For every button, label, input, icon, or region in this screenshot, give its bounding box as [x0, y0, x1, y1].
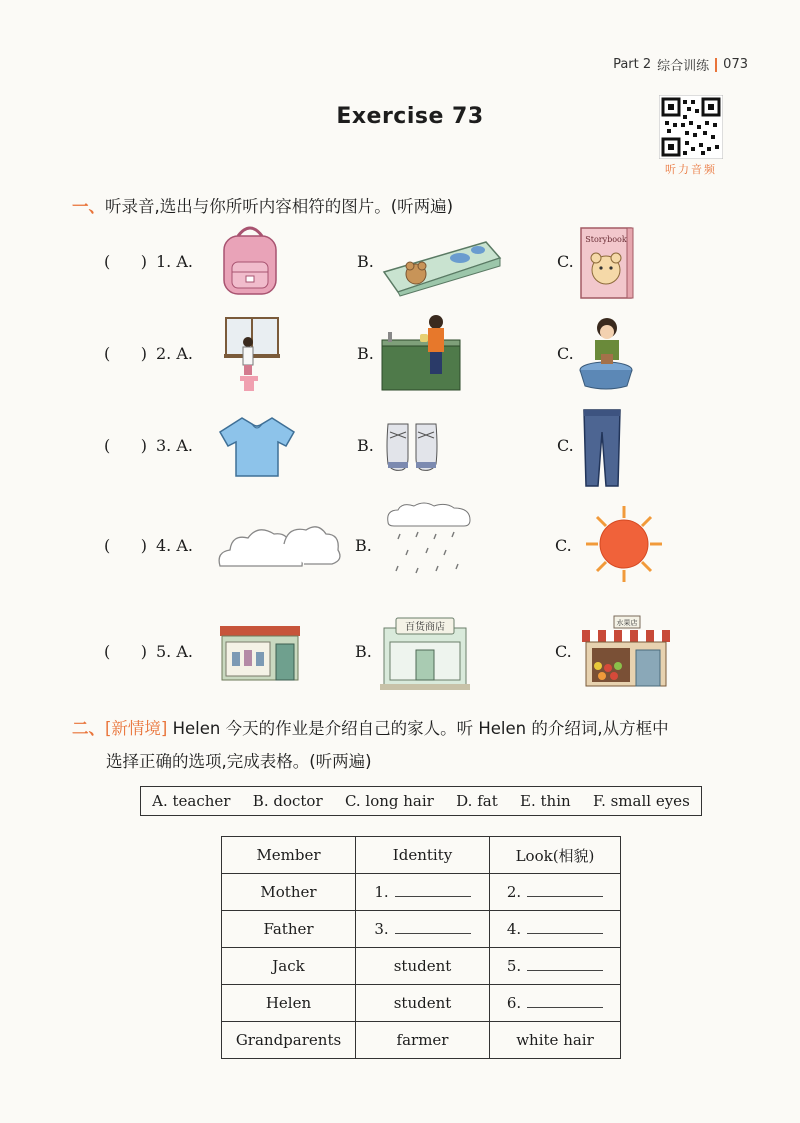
header-look: Look(相貌): [490, 837, 621, 874]
section1-heading: [72, 193, 453, 217]
look-cell[interactable]: [490, 985, 621, 1022]
option-c-label: C.: [555, 536, 572, 555]
question-number: 2. A.: [156, 344, 193, 363]
question-number: 4. A.: [156, 536, 193, 555]
section2-heading: [72, 712, 669, 778]
sunny-icon: [584, 504, 664, 584]
option-c-label: C.: [557, 344, 574, 363]
look-cell[interactable]: [490, 948, 621, 985]
fill-blank[interactable]: [527, 921, 603, 934]
wash-clothes-icon: [577, 314, 635, 392]
table-row: [222, 874, 621, 911]
table-row: [222, 985, 621, 1022]
table-header-row: [222, 837, 621, 874]
identity-cell[interactable]: [356, 911, 490, 948]
fill-blank[interactable]: [527, 884, 603, 897]
look-cell[interactable]: [490, 874, 621, 911]
qr-block[interactable]: [656, 95, 726, 177]
question-row-2: [0, 312, 800, 392]
pants-icon: [580, 406, 624, 488]
clean-window-icon: [220, 314, 284, 394]
question-row-4: [0, 500, 800, 580]
blank-number: 4.: [506, 920, 522, 938]
identity-cell: student: [356, 948, 490, 985]
member-cell: Jack: [222, 948, 356, 985]
fill-blank[interactable]: [527, 958, 603, 971]
option-item: E. thin: [520, 792, 571, 810]
department-store-icon: [378, 614, 472, 692]
answer-blank[interactable]: ( ): [104, 252, 147, 271]
option-b-label: B.: [357, 344, 374, 363]
question-number: 1. A.: [156, 252, 193, 271]
new-context-tag: [新情境]: [105, 719, 168, 738]
question-row-1: [0, 222, 800, 302]
question-number: 5. A.: [156, 642, 193, 661]
blank-number: 2.: [506, 883, 522, 901]
look-cell: white hair: [490, 1022, 621, 1059]
member-cell: Helen: [222, 985, 356, 1022]
question-row-5: [0, 612, 800, 692]
shoes-icon: [382, 418, 442, 474]
blank-number: 6.: [506, 994, 522, 1012]
header-member: Member: [222, 837, 356, 874]
identity-cell: student: [356, 985, 490, 1022]
rainy-icon: [384, 502, 474, 582]
section1-text: 听录音,选出与你所听内容相符的图片。(听两遍): [105, 197, 454, 216]
member-cell: Grandparents: [222, 1022, 356, 1059]
identity-cell: farmer: [356, 1022, 490, 1059]
answer-blank[interactable]: ( ): [104, 436, 147, 455]
section-label: 综合训练: [657, 59, 710, 74]
section2-line2: 选择正确的选项,完成表格。(听两遍): [106, 752, 372, 771]
fill-blank[interactable]: [395, 884, 471, 897]
answer-blank[interactable]: ( ): [104, 344, 147, 363]
option-c-label: C.: [555, 642, 572, 661]
t-shirt-icon: [216, 414, 298, 480]
blank-number: 3.: [374, 920, 389, 938]
wash-dishes-icon: [380, 312, 462, 392]
divider: [715, 58, 717, 72]
qr-label: 听力音频: [665, 163, 717, 176]
section2-number: 二、: [72, 719, 105, 738]
section2-line1: Helen 今天的作业是介绍自己的家人。听 Helen 的介绍词,从方框中: [167, 719, 669, 738]
store-sign: 百货商店: [405, 622, 445, 633]
answer-blank[interactable]: ( ): [104, 536, 147, 555]
pencil-case-icon: [380, 236, 504, 298]
option-item: C. long hair: [344, 792, 434, 810]
clothes-shop-icon: [218, 622, 302, 682]
question-row-3: [0, 404, 800, 484]
option-b-label: B.: [357, 252, 374, 271]
blank-number: 5.: [506, 957, 522, 975]
option-b-label: B.: [355, 536, 372, 555]
identity-cell[interactable]: [356, 874, 490, 911]
header-identity: Identity: [356, 837, 490, 874]
option-c-label: C.: [557, 252, 574, 271]
blank-number: 1.: [374, 883, 389, 901]
option-item: B. doctor: [252, 792, 323, 810]
page-header: [613, 55, 748, 74]
table-row: [222, 1022, 621, 1059]
option-item: F. small eyes: [593, 792, 690, 810]
option-b-label: B.: [357, 436, 374, 455]
page-title: Exercise 73: [336, 104, 484, 129]
answer-blank[interactable]: ( ): [104, 642, 147, 661]
family-table: [221, 836, 621, 1059]
section1-number: 一、: [72, 197, 105, 216]
table-row: [222, 948, 621, 985]
storybook-icon: [579, 226, 635, 300]
look-cell[interactable]: [490, 911, 621, 948]
member-cell: Mother: [222, 874, 356, 911]
option-item: A. teacher: [152, 792, 231, 810]
question-number: 3. A.: [156, 436, 193, 455]
part-label: Part 2: [613, 57, 652, 72]
fill-blank[interactable]: [527, 995, 603, 1008]
member-cell: Father: [222, 911, 356, 948]
storybook-title: Storybook: [585, 235, 627, 244]
fruit-shop-icon: [578, 612, 674, 692]
option-b-label: B.: [355, 642, 372, 661]
qr-code-icon[interactable]: [659, 95, 723, 159]
cloudy-icon: [214, 516, 344, 570]
table-row: [222, 911, 621, 948]
options-box: [140, 786, 702, 816]
backpack-icon: [218, 222, 282, 300]
option-c-label: C.: [557, 436, 574, 455]
fruit-shop-sign: 水果店: [616, 619, 638, 627]
page-number: 073: [723, 57, 748, 72]
option-item: D. fat: [456, 792, 498, 810]
fill-blank[interactable]: [395, 921, 471, 934]
